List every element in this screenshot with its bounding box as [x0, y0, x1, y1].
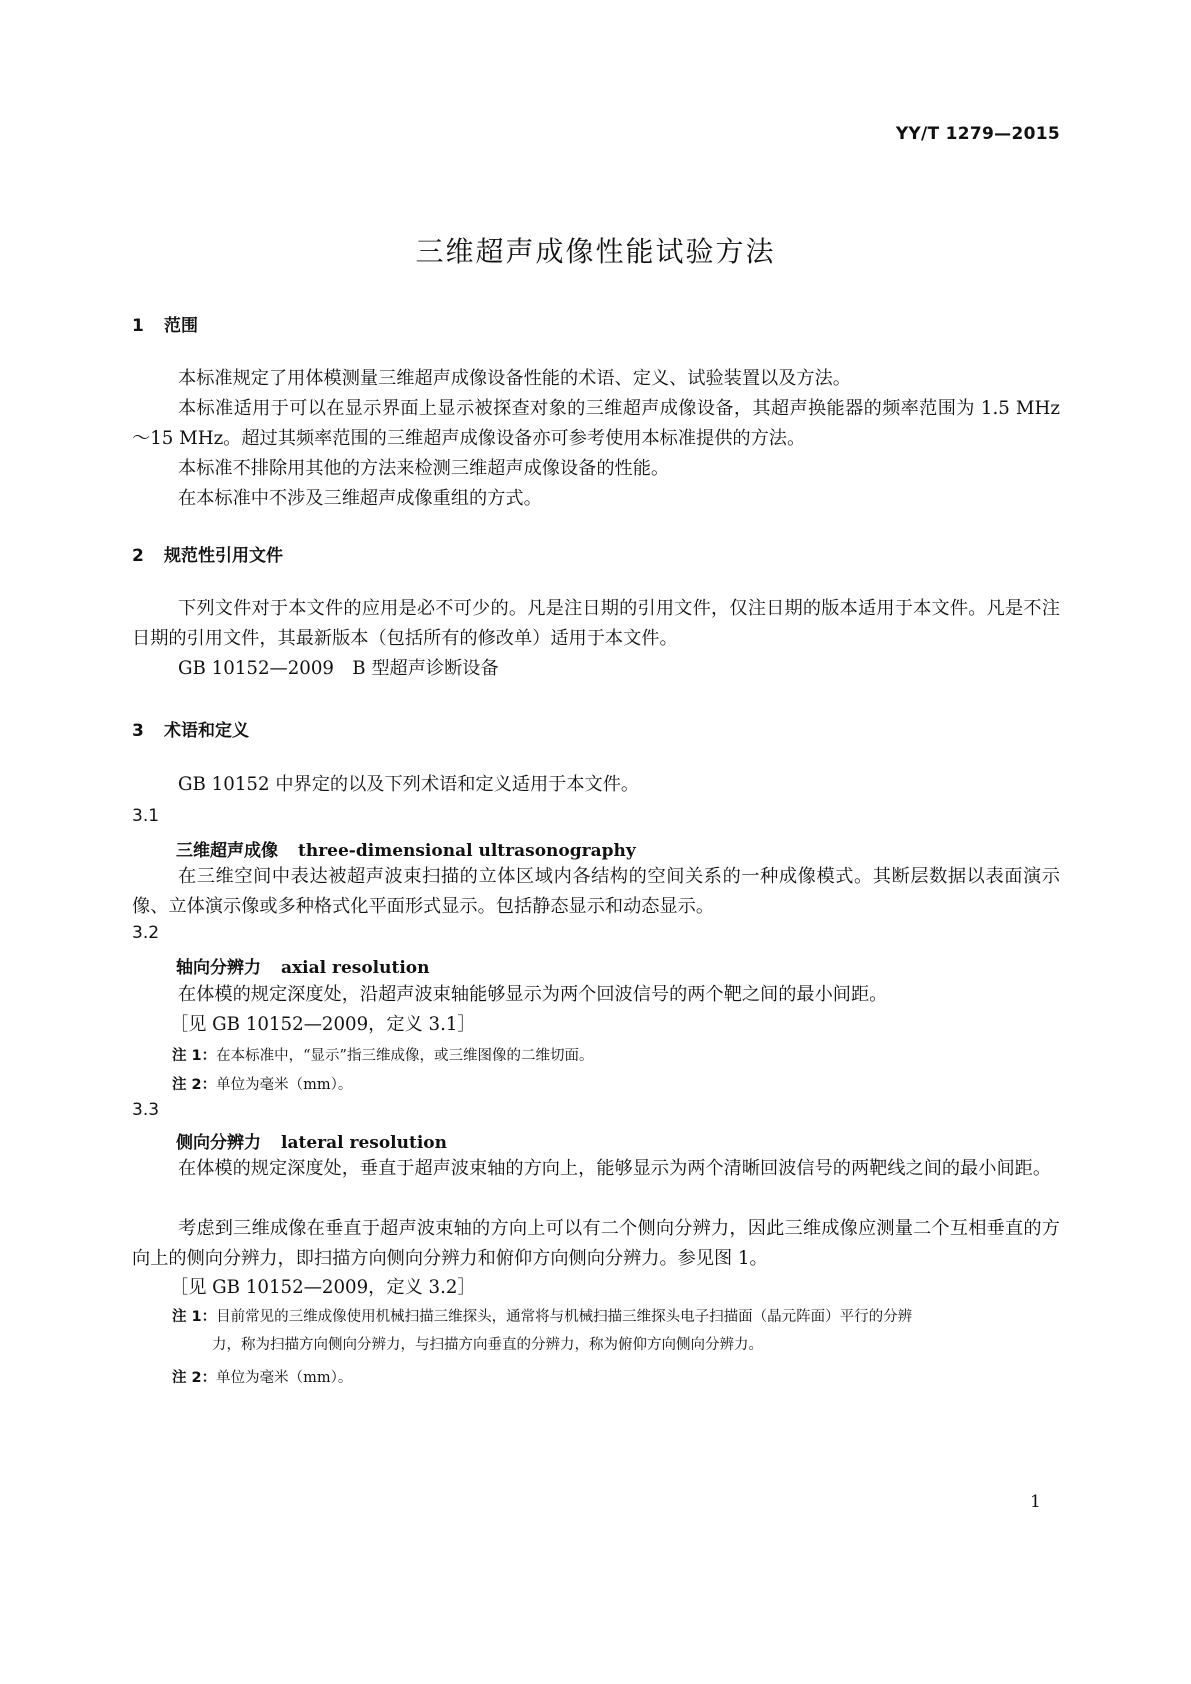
section-title: 术语和定义	[164, 721, 249, 741]
term-3-3-paragraph-2: 考虑到三维成像在垂直于超声波束轴的方向上可以有二个侧向分辨力，因此三维成像应测量二个互相垂直的方向上的侧向分辨力，即扫描方向侧向分辨力和俯仰方向侧向分辨力。参见图 1。	[132, 1218, 1060, 1269]
note-text-line-2: 力，称为扫描方向侧向分辨力，与扫描方向垂直的分辨力，称为俯仰方向侧向分辨力。	[212, 1337, 763, 1353]
scope-paragraph-3: 本标准不排除用其他的方法来检测三维超声成像设备的性能。	[178, 458, 670, 479]
section-3-heading	[132, 716, 249, 741]
reference-gb10152: GB 10152—2009 B 型超声诊断设备	[178, 658, 499, 679]
term-en: three-dimensional ultrasonography	[298, 841, 636, 861]
term-en: lateral resolution	[281, 1133, 447, 1153]
section-title: 范围	[164, 316, 198, 336]
section-2-heading	[132, 541, 283, 566]
section-number: 3	[132, 721, 144, 741]
section-title: 规范性引用文件	[164, 546, 283, 566]
term-3-1-number: 3.1	[132, 806, 160, 826]
note-label: 注 2：	[172, 1370, 217, 1386]
term-3-2-title	[176, 953, 430, 978]
note-label: 注 1：	[172, 1309, 217, 1325]
section-number: 2	[132, 546, 144, 566]
term-en: axial resolution	[281, 958, 430, 978]
term-3-1-definition: 在三维空间中表达被超声波束扫描的立体区域内各结构的空间关系的一种成像模式。其断层数据以表面演示像、立体演示像或多种格式化平面形式显示。包括静态显示和动态显示。	[132, 866, 1060, 917]
term-zh: 侧向分辨力	[176, 1133, 261, 1153]
standard-code: YY/T 1279—2015	[895, 124, 1060, 144]
term-3-3-title	[176, 1128, 447, 1153]
term-zh: 轴向分辨力	[176, 958, 261, 978]
scope-paragraph-4: 在本标准中不涉及三维超声成像重组的方式。	[178, 488, 542, 509]
term-3-2-note-2	[172, 1072, 352, 1098]
term-3-3-note-1	[172, 1303, 1062, 1359]
scope-paragraph-1: 本标准规定了用体模测量三维超声成像设备性能的术语、定义、试验装置以及方法。	[178, 368, 851, 389]
term-3-2-number: 3.2	[132, 923, 160, 943]
note-label: 注 1：	[172, 1048, 217, 1064]
term-3-3-source: ［见 GB 10152—2009，定义 3.2］	[170, 1277, 476, 1298]
note-text: 单位为毫米（mm）。	[216, 1370, 353, 1386]
note-label: 注 2：	[172, 1077, 217, 1093]
scope-paragraph-2: 本标准适用于可以在显示界面上显示被探查对象的三维超声成像设备，其超声换能器的频率范围为 1.5 MHz～15 MHz。超过其频率范围的三维超声成像设备亦可参考使用本标准提供的方法。	[132, 398, 1060, 449]
term-3-3-number: 3.3	[132, 1100, 160, 1120]
terms-intro: GB 10152 中界定的以及下列术语和定义适用于本文件。	[178, 774, 640, 795]
term-3-3-note-2	[172, 1365, 352, 1391]
document-title: 三维超声成像性能试验方法	[415, 235, 776, 268]
references-paragraph: 下列文件对于本文件的应用是必不可少的。凡是注日期的引用文件，仅注日期的版本适用于本文件。凡是不注日期的引用文件，其最新版本（包括所有的修改单）适用于本文件。	[132, 598, 1060, 649]
term-zh: 三维超声成像	[176, 841, 278, 861]
section-1-heading	[132, 311, 198, 336]
term-3-2-source: ［见 GB 10152—2009，定义 3.1］	[170, 1014, 476, 1035]
note-text-line-1: 目前常见的三维成像使用机械扫描三维探头，通常将与机械扫描三维探头电子扫描面（晶元阵面）平行的分辨	[216, 1309, 913, 1325]
term-3-2-note-1	[172, 1043, 593, 1069]
note-text: 在本标准中，“显示”指三维成像，或三维图像的二维切面。	[216, 1048, 594, 1064]
term-3-3-definition: 在体模的规定深度处，垂直于超声波束轴的方向上，能够显示为两个清晰回波信号的两靶线之间的最小间距。	[178, 1158, 1052, 1179]
page-number: 1	[1030, 1492, 1041, 1512]
note-text: 单位为毫米（mm）。	[216, 1077, 353, 1093]
section-number: 1	[132, 316, 144, 336]
term-3-2-definition: 在体模的规定深度处，沿超声波束轴能够显示为两个回波信号的两个靶之间的最小间距。	[178, 984, 888, 1005]
term-3-1-title	[176, 836, 636, 861]
